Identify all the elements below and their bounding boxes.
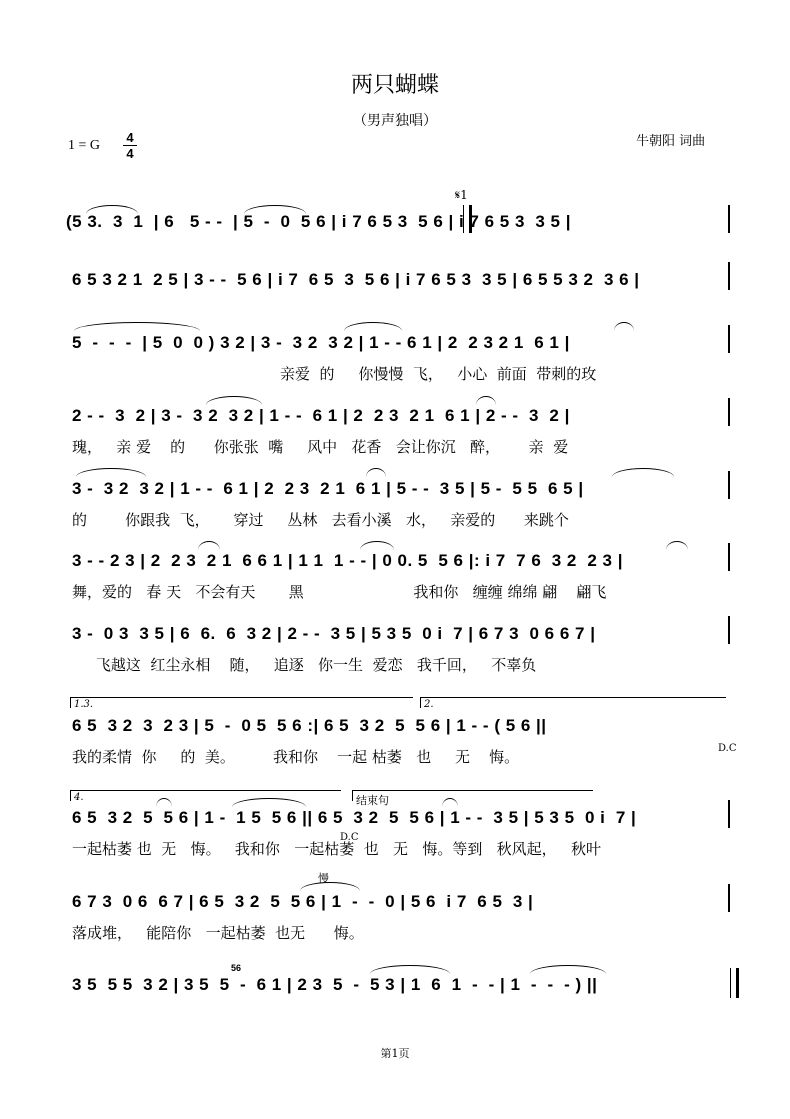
page-subtitle: （男声独唱） <box>353 113 437 129</box>
lyrics-row-5: 的 你跟我 飞， 穿过 丛林 去看小溪 水， 亲爱的 来跳个 <box>72 511 569 529</box>
slur <box>206 396 262 405</box>
final-bar <box>730 968 739 998</box>
slur <box>476 396 496 405</box>
meter-bottom: 4 <box>123 145 137 161</box>
slur <box>370 965 450 974</box>
slur <box>300 882 360 891</box>
slur <box>666 541 688 550</box>
bar-line <box>728 543 730 571</box>
page-title: 两只蝴蝶 <box>350 73 439 98</box>
bar-line <box>728 205 730 233</box>
slur <box>86 205 138 214</box>
repeat-start-bar <box>463 205 472 233</box>
lyrics-row-4: 瑰， 亲 爱 的 你张张 嘴 风中 花香 会让你沉 醉， 亲 爱 <box>72 438 569 456</box>
volta-label-1: 1.3. <box>74 699 94 710</box>
key-signature: 1 = G <box>68 138 101 153</box>
lyrics-row-8: 我的柔情 你 的 美。 我和你 一起 枯萎 也 无 悔。 <box>72 748 520 766</box>
author-credit: 牛朝阳 词曲 <box>636 134 706 149</box>
slur <box>530 965 606 974</box>
bar-line <box>728 800 730 828</box>
lyrics-row-7: 飞越这 红尘永相 随， 追逐 你一生 爱恋 我千回， 不辜负 <box>72 656 537 674</box>
notation-row-10: 6 7 3 0 6 6 7 | 6 5 3 2 5 5 6 | 1 - - 0 | 5 6 i 7 6 5 3 | <box>72 892 534 911</box>
bar-line <box>728 616 730 644</box>
bar-line <box>728 398 730 426</box>
notation-row-4: 2 - - 3 2 | 3 - 3 2 3 2 | 1 - - 6 1 | 2 2 3 2 1 6 1 | 2 - - 3 2 | <box>72 406 570 425</box>
volta-label-4: 4. <box>74 792 84 803</box>
dc-mark-1: D.C <box>718 743 737 754</box>
lyrics-row-6: 舞，爱的 春 天 不会有天 黑 我和你 缠缠 绵绵 翩 翩飞 <box>72 583 607 601</box>
notation-row-3: 5 - - - | 5 0 0 ) 3 2 | 3 - 3 2 3 2 | 1 - - 6 1 | 2 2 3 2 1 6 1 | <box>72 333 570 352</box>
volta-label-2: 2. <box>424 699 434 710</box>
volta-bracket-4 <box>70 790 341 801</box>
notation-row-2: 6 5 3 2 1 2 5 | 3 - - 5 6 | i 7 6 5 3 5 6 | i 7 6 5 3 3 5 | 6 5 5 3 2 3 6 | <box>72 270 640 289</box>
tempo-slow-mark: 慢 <box>318 872 329 885</box>
bar-line <box>728 471 730 499</box>
segno-mark: 𝄋1 <box>455 188 468 202</box>
ending-label: 结束句 <box>356 794 389 807</box>
time-signature <box>123 130 137 161</box>
slur <box>74 322 200 331</box>
volta-bracket-1 <box>70 697 413 708</box>
slur <box>612 468 674 477</box>
slur <box>244 205 306 214</box>
volta-bracket-2 <box>420 697 726 708</box>
notation-row-8: 6 5 3 2 3 2 3 | 5 - 0 5 5 6 :| 6 5 3 2 5 5 6 | 1 - - ( 5 6 || <box>72 716 547 735</box>
grace-notes: 56 <box>231 963 242 973</box>
slur <box>366 468 386 477</box>
slur <box>344 322 402 331</box>
slur <box>198 541 220 550</box>
notation-row-6: 3 - - 2 3 | 2 2 3 2 1 6 6 1 | 1 1 1 - - | 0 0. 5 5 6 |: i 7 7 6 3 2 2 3 | <box>72 551 623 570</box>
notation-row-5: 3 - 3 2 3 2 | 1 - - 6 1 | 2 2 3 2 1 6 1 | 5 - - 3 5 | 5 - 5 5 6 5 | <box>72 479 584 498</box>
slur <box>614 322 634 331</box>
lyrics-row-3: 亲爱 的 你慢慢 飞， 小心 前面 带刺的玫 <box>280 365 597 383</box>
dc-mark-2: D.C <box>340 832 359 843</box>
bar-line <box>728 325 730 353</box>
bar-line <box>728 262 730 290</box>
lyrics-row-10: 落成堆， 能陪你 一起枯萎 也无 悔。 <box>72 924 364 942</box>
bar-line <box>728 884 730 912</box>
notation-row-11: 3 5 5 5 3 2 | 3 5 5 - 6 1 | 2 3 5 - 5 3 | 1 6 1 - - | 1 - - - ) || <box>72 975 598 994</box>
notation-row-7: 3 - 0 3 3 5 | 6 6. 6 3 2 | 2 - - 3 5 | 5 3 5 0 i 7 | 6 7 3 0 6 6 7 | <box>72 624 596 643</box>
notation-row-9: 6 5 3 2 5 5 6 | 1 - 1 5 5 6 || 6 5 3 2 5 5 6 | 1 - - 3 5 | 5 3 5 0 i 7 | <box>72 808 637 827</box>
lyrics-row-9: 一起枯萎 也 无 悔。 我和你 一起枯萎 也 无 悔。等到 秋风起， 秋叶 <box>72 840 601 858</box>
notation-row-1: (5 3. 3 1 | 6 5 - - | 5 - 0 5 6 | i 7 6 5 3 5 6 | i 7 6 5 3 3 5 | <box>66 212 571 231</box>
slur <box>360 541 394 550</box>
meter-top: 4 <box>126 130 134 145</box>
slur <box>76 468 146 477</box>
page-number: 第1页 <box>380 1047 410 1060</box>
